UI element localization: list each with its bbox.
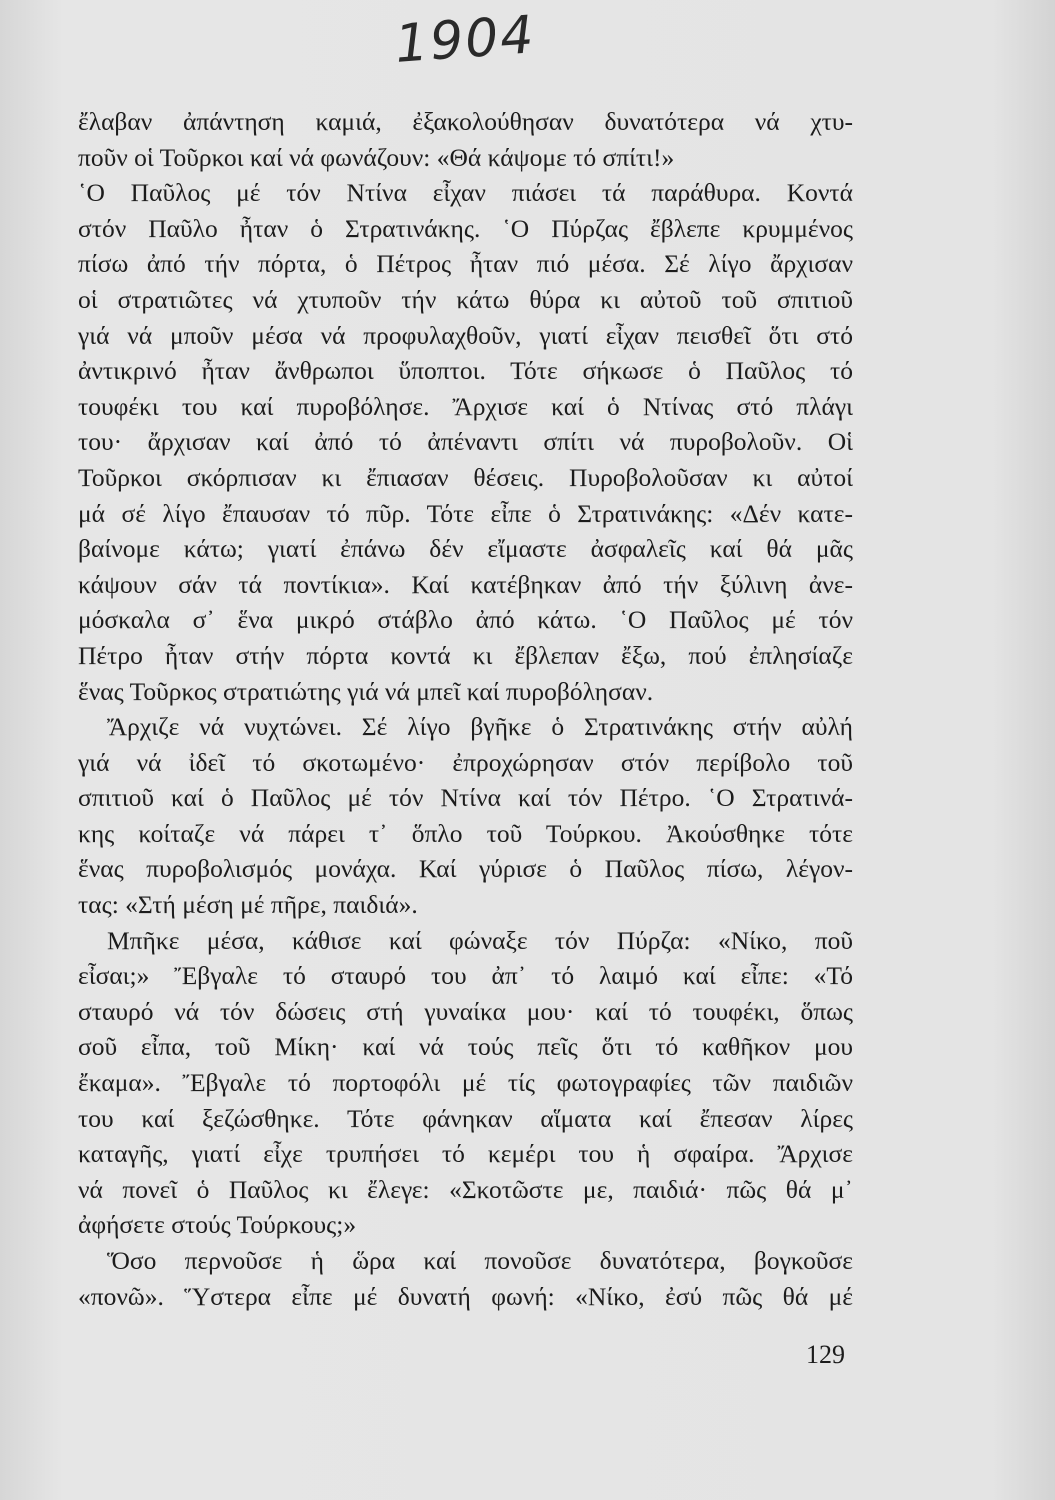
text-line: ἔλαβαν ἀπάντηση καμιά, ἐξακολούθησαν δυνατότερα νά χτυ- [78,107,853,136]
text-line: εἶσαι;» Ἔβγαλε τό σταυρό του ἀπ᾽ τό λαιμό καί εἶπε: «Τό [78,961,853,991]
text-line: ἔκαμα». Ἔβγαλε τό πορτοφόλι μέ τίς φωτογραφίες τῶν παιδιῶν [78,1068,853,1098]
text-line: γιά νά ἰδεῖ τό σκοτωμένο· ἐπροχώρησαν στόν περίβολο τοῦ [78,747,853,777]
page-number: 129 [806,1340,845,1369]
text-line: σπιτιοῦ καί ὁ Παῦλος μέ τόν Ντίνα καί τόν Πέτρο. ῾Ο Στρατινά- [78,783,853,813]
text-line: σοῦ εἶπα, τοῦ Μίκη· καί νά τούς πεῖς ὅτι τό καθῆκον μου [78,1032,853,1062]
text-line: βαίνομε κάτω; γιατί ἐπάνω δέν εἴμαστε ἀσφαλεῖς καί θά μᾶς [78,534,853,564]
text-line: κης κοίταζε νά πάρει τ᾽ ὅπλο τοῦ Τούρκου. Ἀκούσθηκε τότε [78,818,853,848]
text-line: μόσκαλα σ᾽ ἕνα μικρό στάβλο ἀπό κάτω. ῾Ο Παῦλος μέ τόν [78,605,853,635]
text-line: Μπῆκε μέσα, κάθισε καί φώναξε τόν Πύρζα: «Νίκο, ποῦ [107,925,853,955]
text-line: οἱ στρατιῶτες νά χτυποῦν τήν κάτω θύρα κι αὐτοῦ τοῦ σπιτιοῦ [78,284,853,314]
text-line: του· ἄρχισαν καί ἀπό τό ἀπέναντι σπίτι νά πυροβολοῦν. Οἱ [78,427,853,457]
text-line: γιά νά μποῦν μέσα νά προφυλαχθοῦν, γιατί εἶχαν πεισθεῖ ὅτι στό [78,320,853,350]
text-line: Πέτρο ἦταν στήν πόρτα κοντά κι ἔβλεπαν ἔξω, πού ἐπλησίαζε [78,640,853,670]
body-text [78,104,853,1314]
text-line: τουφέκι του καί πυροβόλησε. Ἄρχισε καί ὁ Ντίνας στό πλάγι [78,391,853,421]
text-line: ἕνας πυροβολισμός μονάχα. Καί γύρισε ὁ Παῦλος πίσω, λέγον- [78,854,853,884]
text-line: πίσω ἀπό τήν πόρτα, ὁ Πέτρος ἦταν πιό μέσα. Σέ λίγο ἄρχισαν [78,249,853,279]
text-line: καταγῆς, γιατί εἶχε τρυπήσει τό κεμέρι του ἡ σφαίρα. Ἄρχισε [78,1139,853,1169]
text-line: του καί ξεζώσθηκε. Τότε φάνηκαν αἵματα καί ἔπεσαν λίρες [78,1103,853,1133]
text-line: νά πονεῖ ὁ Παῦλος κι ἔλεγε: «Σκοτῶστε με, παιδιά· πῶς θά μ᾽ [78,1174,853,1204]
text-line: ἀντικρινό ἦταν ἄνθρωποι ὕποπτοι. Τότε σήκωσε ὁ Παῦλος τό [78,356,853,386]
text-line: σταυρό νά τόν δώσεις στή γυναίκα μου· καί τό τουφέκι, ὅπως [78,996,853,1026]
text-line: ποῦν οἱ Τοῦρκοι καί νά φωνάζουν: «Θά κάψομε τό σπίτι!» [78,142,675,172]
handwritten-year-annotation: 1904 [393,5,538,75]
text-line: ἕνας Τοῦρκος στρατιώτης γιά νά μπεῖ καί πυροβόλησαν. [78,676,654,706]
text-line: τας: «Στή μέση μέ πῆρε, παιδιά». [78,890,418,920]
text-line: στόν Παῦλο ἦταν ὁ Στρατινάκης. ῾Ο Πύρζας ἔβλεπε κρυμμένος [78,213,853,243]
text-line: Ὅσο περνοῦσε ἡ ὥρα καί πονοῦσε δυνατότερα, βογκοῦσε [107,1246,853,1275]
text-line: κάψουν σάν τά ποντίκια». Καί κατέβηκαν ἀπό τήν ξύλινη ἀνε- [78,569,853,599]
text-line: Τοῦρκοι σκόρπισαν κι ἔπιασαν θέσεις. Πυροβολοῦσαν κι αὐτοί [78,462,853,492]
text-line: «πονῶ». Ὕστερα εἶπε μέ δυνατή φωνή: «Νίκο, ἐσύ πῶς θά μέ [78,1281,853,1311]
text-line: ἀφήσετε στούς Τούρκους;» [78,1210,357,1240]
text-line: Ἄρχιζε νά νυχτώνει. Σέ λίγο βγῆκε ὁ Στρατινάκης στήν αὐλή [107,712,853,742]
text-line: ῾Ο Παῦλος μέ τόν Ντίνα εἶχαν πιάσει τά παράθυρα. Κοντά [78,178,853,208]
text-line: μά σέ λίγο ἔπαυσαν τό πῦρ. Τότε εἶπε ὁ Στρατινάκης: «Δέν κατε- [78,498,853,528]
